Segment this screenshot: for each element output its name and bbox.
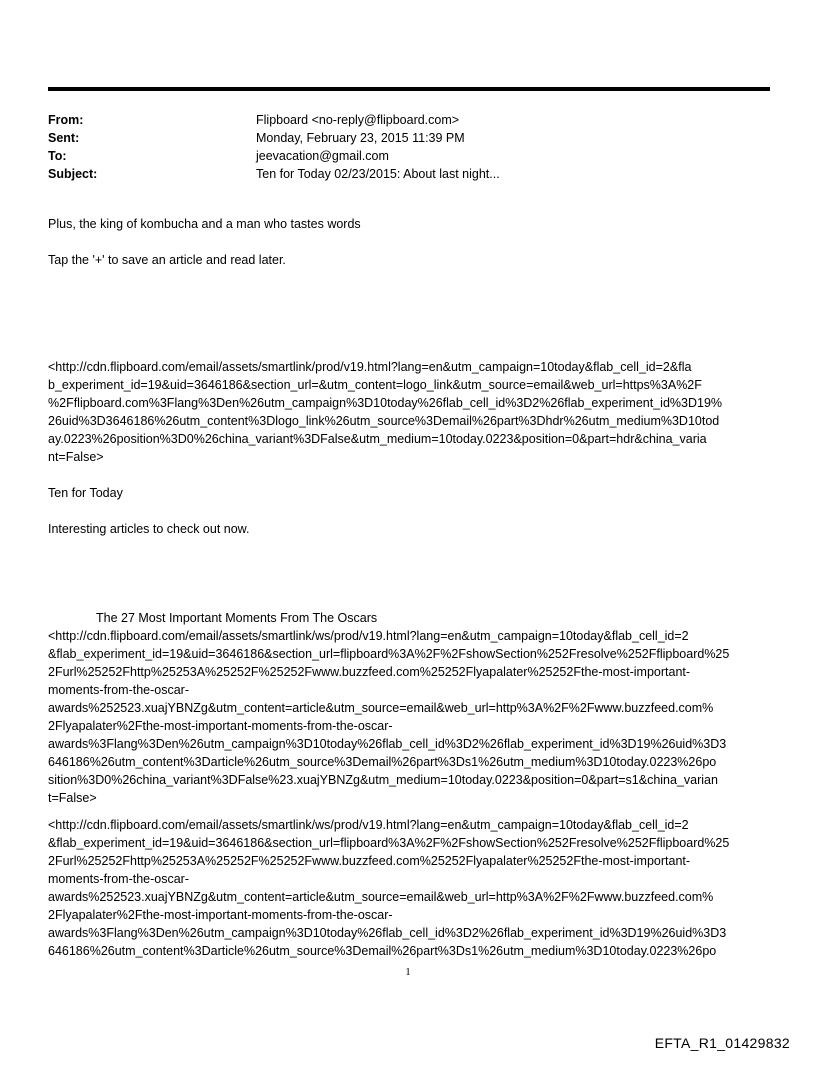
url-line: awards%252523.xuajYBNZg&utm_content=article&utm_source=email&web_url=http%3A%2F%2Fwww.buzzfeed.com% — [48, 890, 714, 904]
section-subtitle: Interesting articles to check out now. — [48, 522, 250, 536]
sent-row — [48, 129, 770, 147]
from-label: From: — [48, 113, 84, 127]
email-header — [48, 111, 770, 183]
subject-label: Subject: — [48, 167, 98, 181]
url-line: moments-from-the-oscar- — [48, 683, 189, 697]
url-line: 646186%26utm_content%3Darticle%26utm_source%3Demail%26part%3Ds1%26utm_medium%3D10today.0223%26po — [48, 944, 717, 958]
article-title[interactable]: The 27 Most Important Moments From The Oscars — [96, 611, 378, 625]
to-label: To: — [48, 149, 67, 163]
url-line: 26uid%3D3646186%26utm_content%3Dlogo_link%26utm_source%3Demail%26part%3Dhdr%26utm_medium%3D10tod — [48, 414, 720, 428]
tap-note: Tap the '+' to save an article and read later. — [48, 253, 286, 267]
url-line: awards%3Flang%3Den%26utm_campaign%3D10today%26flab_cell_id%3D2%26flab_experiment_id%3D19%26uid%3D3 — [48, 737, 727, 751]
to-row — [48, 147, 770, 165]
sent-label: Sent: — [48, 131, 80, 145]
to-value: jeevacation@gmail.com — [256, 149, 389, 163]
url-line: %2Fflipboard.com%3Flang%3Den%26utm_campaign%3D10today%26flab_cell_id%3D2%26flab_experiment_id%3D19% — [48, 396, 723, 410]
page-number: 1 — [405, 966, 411, 978]
article-link-url[interactable] — [48, 627, 773, 807]
url-line: awards%252523.xuajYBNZg&utm_content=article&utm_source=email&web_url=http%3A%2F%2Fwww.buzzfeed.com% — [48, 701, 714, 715]
url-line: t=False> — [48, 791, 97, 805]
logo-link-url[interactable] — [48, 358, 773, 466]
url-line: <http://cdn.flipboard.com/email/assets/smartlink/prod/v19.html?lang=en&utm_campaign=10today&flab_cell_id=2&fla — [48, 360, 692, 374]
from-row — [48, 111, 770, 129]
article-image-link-url[interactable] — [48, 816, 773, 960]
bates-stamp: EFTA_R1_01429832 — [654, 1035, 790, 1051]
subject-row — [48, 165, 770, 183]
url-line: 2Flyapalater%2Fthe-most-important-moments-from-the-oscar- — [48, 719, 393, 733]
section-title: Ten for Today — [48, 486, 123, 500]
url-line: <http://cdn.flipboard.com/email/assets/smartlink/ws/prod/v19.html?lang=en&utm_campaign=10today&flab_cell_id=2 — [48, 818, 689, 832]
intro-text: Plus, the king of kombucha and a man who tastes words — [48, 217, 361, 231]
subject-value: Ten for Today 02/23/2015: About last night... — [256, 167, 500, 181]
url-line: awards%3Flang%3Den%26utm_campaign%3D10today%26flab_cell_id%3D2%26flab_experiment_id%3D19%26uid%3D3 — [48, 926, 727, 940]
url-line: nt=False> — [48, 450, 104, 464]
header-rule — [48, 87, 770, 91]
url-line: <http://cdn.flipboard.com/email/assets/smartlink/ws/prod/v19.html?lang=en&utm_campaign=10today&flab_cell_id=2 — [48, 629, 689, 643]
url-line: sition%3D0%26china_variant%3DFalse%23.xuajYBNZg&utm_medium=10today.0223&position=0&part=s1&china_varian — [48, 773, 718, 787]
sent-value: Monday, February 23, 2015 11:39 PM — [256, 131, 465, 145]
url-line: 2Furl%25252Fhttp%25253A%25252F%25252Fwww.buzzfeed.com%25252Flyapalater%25252Fthe-most-important- — [48, 665, 691, 679]
url-line: moments-from-the-oscar- — [48, 872, 189, 886]
url-line: &flab_experiment_id=19&uid=3646186&section_url=flipboard%3A%2F%2FshowSection%252Fresolve%252Fflipboard%25 — [48, 647, 730, 661]
from-value: Flipboard <no-reply@flipboard.com> — [256, 113, 460, 127]
url-line: 2Furl%25252Fhttp%25253A%25252F%25252Fwww.buzzfeed.com%25252Flyapalater%25252Fthe-most-important- — [48, 854, 691, 868]
url-line: 2Flyapalater%2Fthe-most-important-moments-from-the-oscar- — [48, 908, 393, 922]
url-line: b_experiment_id=19&uid=3646186&section_url=&utm_content=logo_link&utm_source=email&web_url=https%3A%2F — [48, 378, 702, 392]
url-line: &flab_experiment_id=19&uid=3646186&section_url=flipboard%3A%2F%2FshowSection%252Fresolve%252Fflipboard%25 — [48, 836, 730, 850]
url-line: ay.0223%26position%3D0%26china_variant%3DFalse&utm_medium=10today.0223&position=0&part=hdr&china_varia — [48, 432, 707, 446]
url-line: 646186%26utm_content%3Darticle%26utm_source%3Demail%26part%3Ds1%26utm_medium%3D10today.0223%26po — [48, 755, 717, 769]
